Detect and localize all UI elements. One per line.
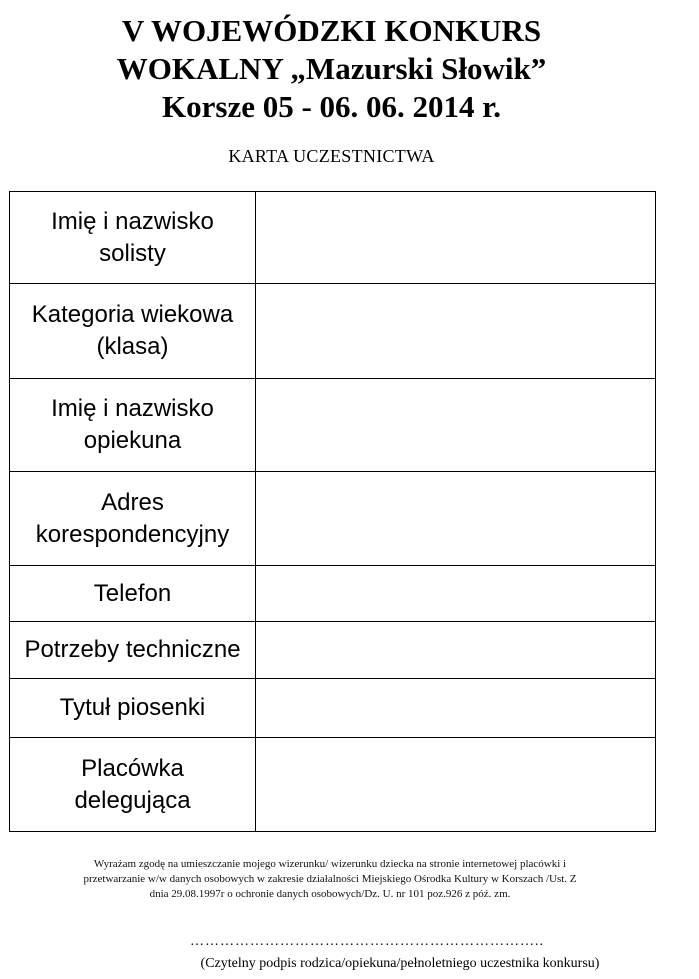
form-row-technical-needs: [10, 622, 656, 679]
form-row-delegating-institution: [10, 738, 656, 832]
title-line-2: WOKALNY „Mazurski Słowik”: [116, 51, 547, 86]
form-label-line: Adres: [101, 488, 164, 516]
form-label: [10, 379, 256, 472]
consent-statement: [20, 857, 640, 902]
form-field-phone[interactable]: [256, 566, 656, 622]
form-label-line: Telefon: [93, 579, 172, 607]
form-row-soloist-name: [10, 192, 656, 284]
form-subtitle: KARTA UCZESTNICTWA: [228, 146, 435, 166]
form-row-age-category: [10, 284, 656, 379]
form-label-line: Tytuł piosenki: [59, 694, 206, 721]
form-label-line: opiekuna: [83, 427, 182, 454]
form-row-song-title: [10, 679, 656, 738]
form-field-guardian-name[interactable]: [256, 379, 656, 472]
form-label-line: (klasa): [96, 333, 169, 360]
signature-line[interactable]: ……………………………………………………………..: [190, 934, 544, 949]
signature-caption: (Czytelny podpis rodzica/opiekuna/pełnoletniego uczestnika konkursu): [200, 956, 600, 971]
form-row-phone: [10, 566, 656, 622]
form-label: [10, 284, 256, 379]
form-label-line: solisty: [99, 239, 166, 267]
form-label-line: korespondencyjny: [35, 520, 230, 548]
form-field-technical-needs[interactable]: [256, 622, 656, 679]
form-label: [10, 566, 256, 622]
form-field-song-title[interactable]: [256, 679, 656, 738]
form-field-soloist-name[interactable]: [256, 192, 656, 284]
form-field-address[interactable]: [256, 472, 656, 566]
form-label-line: delegująca: [74, 786, 191, 814]
form-row-address: [10, 472, 656, 566]
consent-line: przetwarzanie w/w danych osobowych w zakresie działalności Miejskiego Ośrodka Kultury w Korszach /Ust. Z: [83, 873, 577, 885]
form-label: [10, 738, 256, 832]
consent-line: dnia 29.08.1997r o ochronie danych osobowych/Dz. U. nr 101 poz.926 z póź. zm.: [149, 888, 511, 900]
form-field-age-category[interactable]: [256, 284, 656, 379]
form-label-line: Imię i nazwisko: [51, 395, 214, 422]
title-line-3: Korsze 05 - 06. 06. 2014 r.: [162, 89, 501, 124]
participation-form-table: [9, 191, 656, 832]
form-row-guardian-name: [10, 379, 656, 472]
form-label-line: Imię i nazwisko: [51, 207, 214, 235]
consent-line: Wyrażam zgodę na umieszczanie mojego wizerunku/ wizerunku dziecka na stronie internetowej placówki i: [93, 858, 567, 870]
form-label: [10, 472, 256, 566]
form-label-line: Kategoria wiekowa: [31, 301, 234, 328]
form-label: [10, 192, 256, 284]
form-label-line: Potrzeby techniczne: [24, 636, 241, 663]
form-label: [10, 679, 256, 738]
form-field-delegating-institution[interactable]: [256, 738, 656, 832]
title-line-1: V WOJEWÓDZKI KONKURS: [121, 13, 542, 48]
form-label: [10, 622, 256, 679]
form-label-line: Placówka: [81, 754, 184, 782]
